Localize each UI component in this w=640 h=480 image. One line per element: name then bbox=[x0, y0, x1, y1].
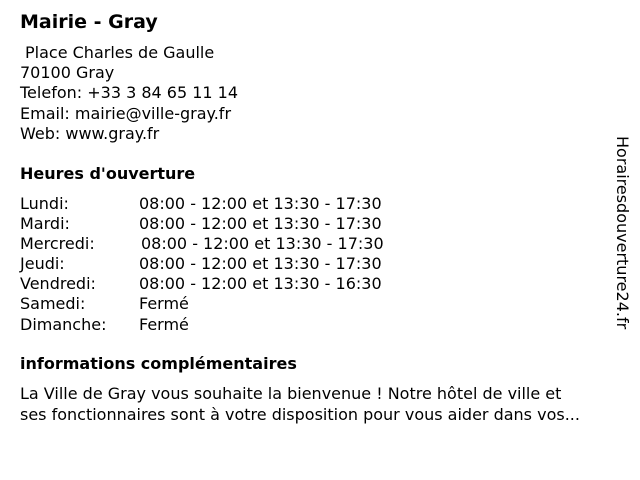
info-text bbox=[20, 384, 635, 425]
city-line: 70100 Gray bbox=[20, 63, 115, 83]
email-line: Email: mairie@ville-gray.fr bbox=[20, 103, 232, 123]
day-label: Mercredi: bbox=[20, 234, 95, 254]
day-label: Jeudi: bbox=[20, 254, 65, 274]
day-label: Samedi: bbox=[20, 294, 86, 314]
address-line: Place Charles de Gaulle bbox=[25, 43, 215, 62]
day-hours: 08:00 - 12:00 et 13:30 - 17:30 bbox=[139, 194, 382, 213]
day-hours: Fermé bbox=[139, 314, 189, 334]
day-label: Dimanche: bbox=[20, 314, 107, 334]
phone-line: Telefon: +33 3 84 65 11 14 bbox=[20, 83, 239, 103]
watermark-text: Horairesdouverture24.fr bbox=[613, 136, 632, 330]
day-label: Lundi: bbox=[20, 194, 69, 213]
hours-heading: Heures d'ouverture bbox=[20, 164, 196, 183]
info-line: La Ville de Gray vous souhaite la bienvenue ! Notre hôtel de ville et bbox=[20, 384, 562, 403]
day-hours: Fermé bbox=[139, 294, 189, 314]
info-heading: informations complémentaires bbox=[20, 354, 297, 373]
day-hours: 08:00 - 12:00 et 13:30 - 17:30 bbox=[141, 234, 384, 254]
contact-block bbox=[20, 43, 238, 144]
watermark bbox=[612, 136, 638, 346]
info-line: ses fonctionnaires sont à votre disposition pour vous aider dans vos... bbox=[20, 404, 580, 424]
day-hours: 08:00 - 12:00 et 13:30 - 17:30 bbox=[139, 254, 382, 274]
web-line: Web: www.gray.fr bbox=[20, 123, 160, 143]
day-label: Vendredi: bbox=[20, 274, 96, 294]
day-hours: 08:00 - 12:00 et 13:30 - 16:30 bbox=[139, 274, 382, 294]
day-label: Mardi: bbox=[20, 214, 70, 234]
day-hours: 08:00 - 12:00 et 13:30 - 17:30 bbox=[139, 214, 382, 234]
page-title: Mairie - Gray bbox=[20, 11, 158, 33]
